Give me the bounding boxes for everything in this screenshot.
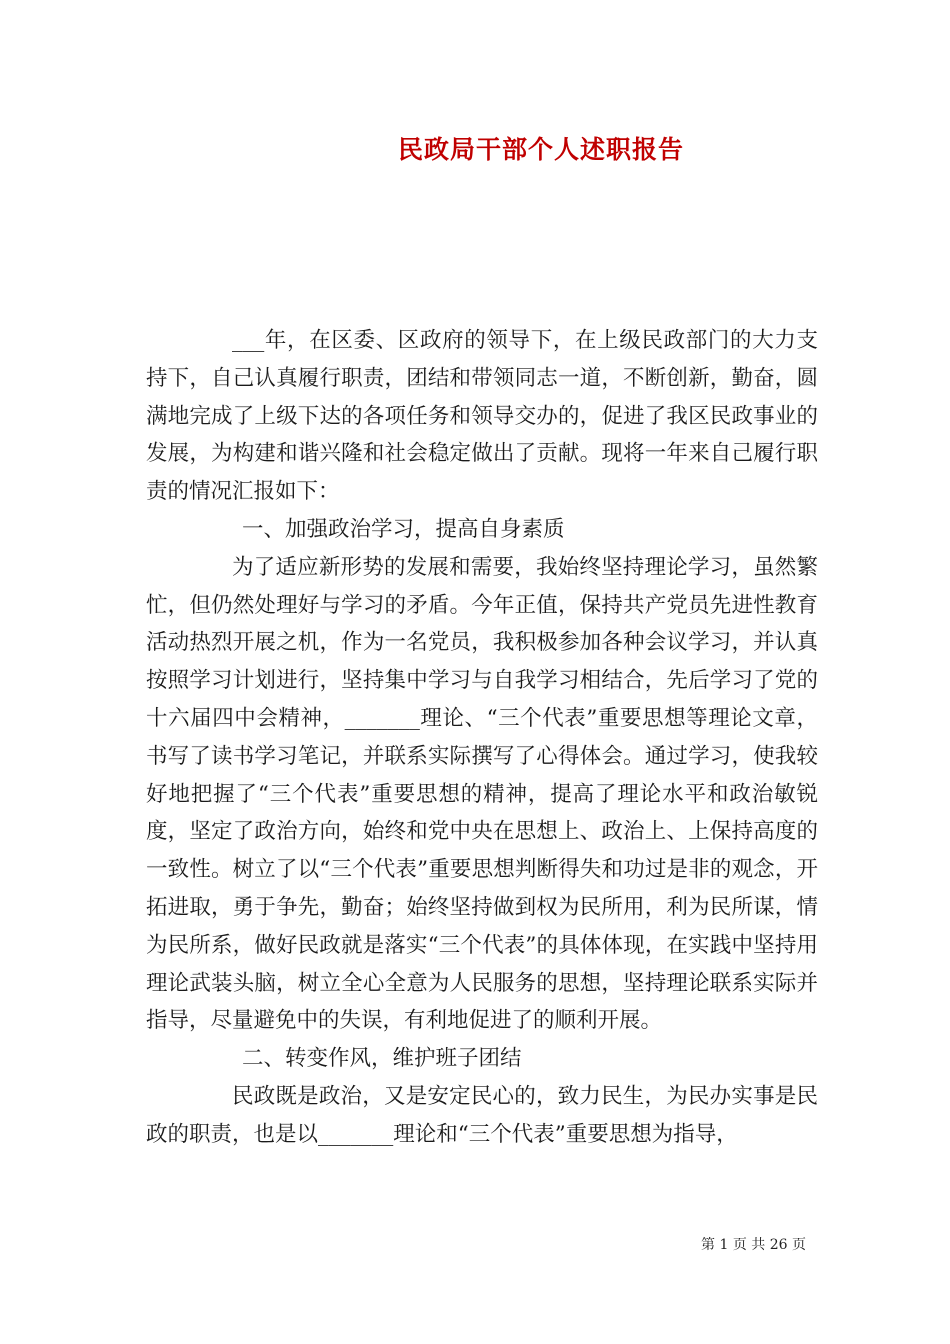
section-heading-1: 一、加强政治学习，提高自身素质 — [242, 516, 565, 542]
document-title: 民政局干部个人述职报告 — [397, 135, 684, 164]
paragraph-work-style: 民政既是政治，又是安定民心的，致力民生，为民办实事是民政的职责，也是以_______理论和“三个代表”重要思想为指导， — [146, 1083, 818, 1147]
page-number-footer: 第 1 页 共 26 页 — [701, 1237, 806, 1253]
paragraph-intro: ___年，在区委、区政府的领导下，在上级民政部门的大力支持下，自己认真履行职责，团结和带领同志一道，不断创新，勤奋，圆满地完成了上级下达的各项任务和领导交办的，促进了我区民政事业的发展，为构建和谐兴隆和社会稳定做出了贡献。现将一年来自己履行职责的情况汇报如下： — [146, 328, 818, 505]
paragraph-political-study: 为了适应新形势的发展和需要，我始终坚持理论学习，虽然繁忙，但仍然处理好与学习的矛盾。今年正值，保持共产党员先进性教育活动热烈开展之机，作为一名党员，我积极参加各种会议学习，并认真按照学习计划进行，坚持集中学习与自我学习相结合，先后学习了党的十六届四中会精神，_______理论、“三个代表”重要思想等理论文章，书写了读书学习笔记，并联系实际撰写了心得体会。通过学习，使我较好地把握了“三个代表”重要思想的精神，提高了理论水平和政治敏锐度，坚定了政治方向，始终和党中央在思想上、政治上、上保持高度的一致性。树立了以“三个代表”重要思想判断得失和功过是非的观念，开拓进取，勇于争先，勤奋；始终坚持做到权为民所用，利为民所谋，情为民所系，做好民政就是落实“三个代表”的具体体现，在实践中坚持用理论武装头脑，树立全心全意为人民服务的思想，坚持理论联系实际并指导，尽量避免中的失误，有利地促进了的顺利开展。 — [146, 554, 818, 1034]
document-body — [146, 322, 818, 1154]
section-heading-2: 二、转变作风，维护班子团结 — [242, 1046, 522, 1072]
